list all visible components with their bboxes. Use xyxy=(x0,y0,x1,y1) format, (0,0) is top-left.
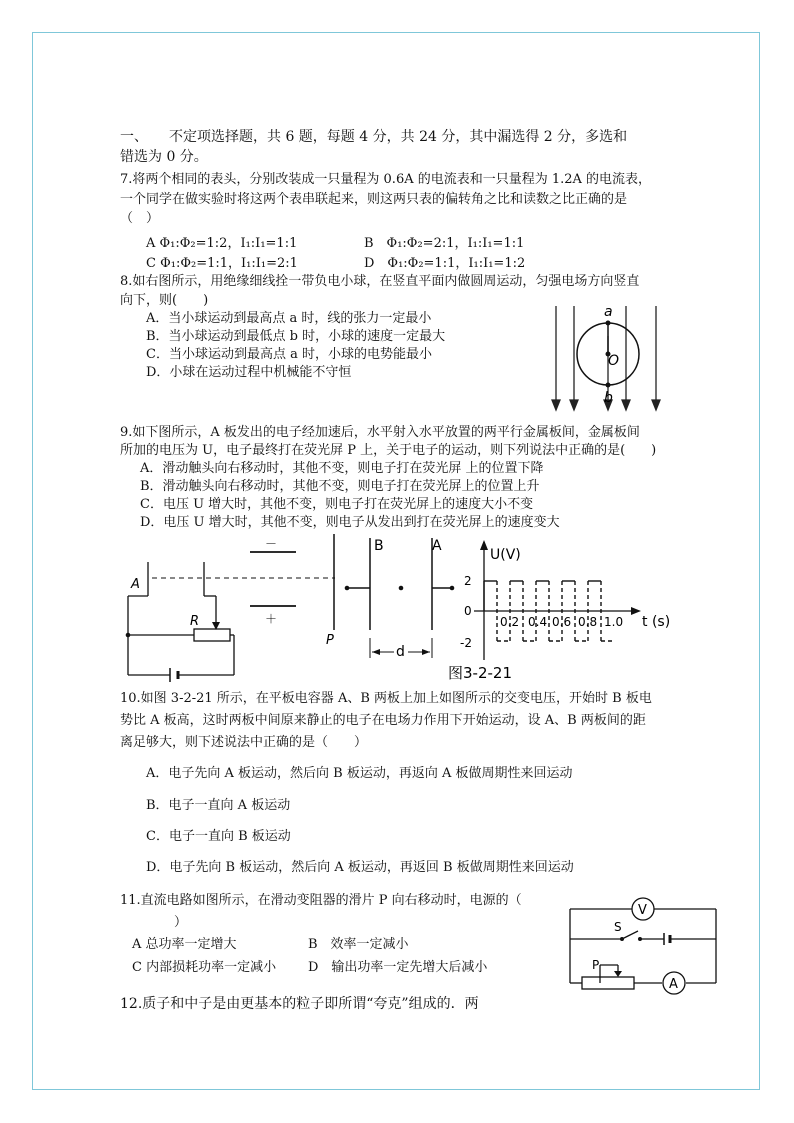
q10-figure-caption: 图3-2-21 xyxy=(448,664,512,682)
q9-label-a: A xyxy=(131,577,140,592)
q8-stem-line2: 向下，则( ) xyxy=(120,293,209,308)
q10-option-d: D．电子先向 B 板运动，然后向 A 板运动，再返回 B 板做周期性来回运动 xyxy=(146,860,574,875)
q10-voltage-graph xyxy=(448,532,674,682)
q8-label-o: O xyxy=(608,353,620,369)
q10-x-tick-1-0: 1.0 xyxy=(604,615,624,629)
q10-option-b: B．电子一直向 A 板运动 xyxy=(146,798,291,813)
q10-y-tick-0: 0 xyxy=(464,604,472,618)
q10-x-tick-0-6: 0.6 xyxy=(552,615,572,629)
section-heading-line2: 错选为 0 分。 xyxy=(120,149,208,165)
q11-option-d: D 输出功率一定先增大后减小 xyxy=(308,960,488,975)
q9-stem-line2: 所加的电压为 U，电子最终打在荧光屏 P 上，关于电子的运动，则下列说法中正确的是( ) xyxy=(120,443,657,458)
q12-stem-line1: 12.质子和中子是由更基本的粒子即所谓“夸克”组成的．两 xyxy=(120,996,479,1012)
q8-option-a: A．当小球运动到最高点 a 时，线的张力一定最小 xyxy=(146,311,432,326)
q10-x-tick-0-2: 0.2 xyxy=(500,615,520,629)
q11-option-b: B 效率一定减小 xyxy=(308,937,409,952)
q11-option-a: A 总功率一定增大 xyxy=(132,937,237,952)
q9-option-c: C．电压 U 增大时，其他不变，则电子打在荧光屏上的速度大小不变 xyxy=(140,497,534,512)
q8-label-b: b xyxy=(604,390,613,406)
q8-field-figure xyxy=(550,296,670,416)
q9-stem-line1: 9.如下图所示，A 板发出的电子经加速后，水平射入水平放置的两平行金属板间，金属板间 xyxy=(120,425,640,440)
q10-option-a: A．电子先向 A 板运动，然后向 B 板运动，再返向 A 板做周期性来回运动 xyxy=(146,766,573,781)
q11-circuit-figure xyxy=(560,895,720,995)
q8-option-d: D．小球在运动过程中机械能不守恒 xyxy=(146,365,352,380)
q10-label-a: A xyxy=(432,538,442,554)
q9-screen-figure xyxy=(324,532,344,652)
q9-label-r: R xyxy=(190,614,200,629)
q7-stem-line2: 一个同学在做实验时将这两个表串联起来，则这两只表的偏转角之比和读数之比正确的是 xyxy=(120,192,628,207)
q10-y-tick-2: 2 xyxy=(464,574,472,588)
q10-option-c: C．电子一直向 B 板运动 xyxy=(146,829,291,844)
q10-y-tick-neg2: -2 xyxy=(460,636,472,650)
q10-stem-line2: 势比 A 板高，这时两板中间原来静止的电子在电场力作用下开始运动，设 A、B 两板间的距 xyxy=(120,713,646,728)
q10-label-b: B xyxy=(374,538,384,554)
q10-y-axis-label: U(V) xyxy=(490,547,521,563)
q10-label-d: d xyxy=(396,644,405,660)
q7-option-b: B Φ₁:Φ₂=2:1，I₁:I₁=1:1 xyxy=(364,236,525,251)
q7-option-a: A Φ₁:Φ₂=1:2，I₁:I₁=1:1 xyxy=(146,236,298,251)
q9-label-minus: － xyxy=(265,537,278,551)
q11-label-s: S xyxy=(614,920,622,934)
q11-stem-line1: 11.直流电路如图所示，在滑动变阻器的滑片 P 向右移动时，电源的（ xyxy=(120,893,522,908)
q10-x-tick-0-8: 0.8 xyxy=(578,615,598,629)
q11-label-v: V xyxy=(638,903,647,918)
q11-option-c: C 内部损耗功率一定减小 xyxy=(132,960,277,975)
q8-stem-line1: 8.如右图所示，用绝缘细线拴一带负电小球，在竖直平面内做圆周运动，匀强电场方向竖直 xyxy=(120,274,640,289)
q11-stem-line2: ） xyxy=(174,915,188,930)
q8-option-c: C．当小球运动到最高点 a 时，小球的电势能最小 xyxy=(146,347,432,362)
q11-label-p: P xyxy=(592,958,600,972)
q10-capacitor-figure xyxy=(344,532,464,662)
q8-option-b: B．当小球运动到最低点 b 时，小球的速度一定最大 xyxy=(146,329,446,344)
q7-option-c: C Φ₁:Φ₂=1:1，I₁:I₁=2:1 xyxy=(146,256,298,271)
q8-label-a: a xyxy=(604,304,613,320)
q9-option-b: B．滑动触头向右移动时，其他不变，则电子打在荧光屏上的位置上升 xyxy=(140,479,540,494)
q11-label-a: A xyxy=(669,977,678,992)
q7-option-d: D Φ₁:Φ₂=1:1，I₁:I₁=1:2 xyxy=(364,256,526,271)
q9-option-d: D．电压 U 增大时，其他不变，则电子从发出到打在荧光屏上的速度变大 xyxy=(140,515,560,530)
section-heading-line1: 一、 不定项选择题，共 6 题，每题 4 分，共 24 分，其中漏选得 2 分，多选和 xyxy=(120,129,628,145)
q9-option-a: A．滑动触头向右移动时，其他不变，则电子打在荧光屏 上的位置下降 xyxy=(140,461,544,476)
q10-x-axis-label: t (s) xyxy=(642,614,671,630)
q9-label-plus: ＋ xyxy=(265,612,278,626)
q9-label-p: P xyxy=(326,633,334,648)
q10-x-tick-0-4: 0.4 xyxy=(528,615,548,629)
q7-stem-line1: 7.将两个相同的表头，分别改装成一只量程为 0.6A 的电流表和一只量程为 1.2A 的电流表， xyxy=(120,172,652,187)
q10-stem-line1: 10.如图 3-2-21 所示，在平板电容器 A、B 两板上加上如图所示的交变电压，开始时 B 板电 xyxy=(120,691,652,706)
q7-stem-line3: （ ） xyxy=(120,211,160,226)
q10-stem-line3: 离足够大，则下述说法中正确的是（ ） xyxy=(120,735,368,750)
